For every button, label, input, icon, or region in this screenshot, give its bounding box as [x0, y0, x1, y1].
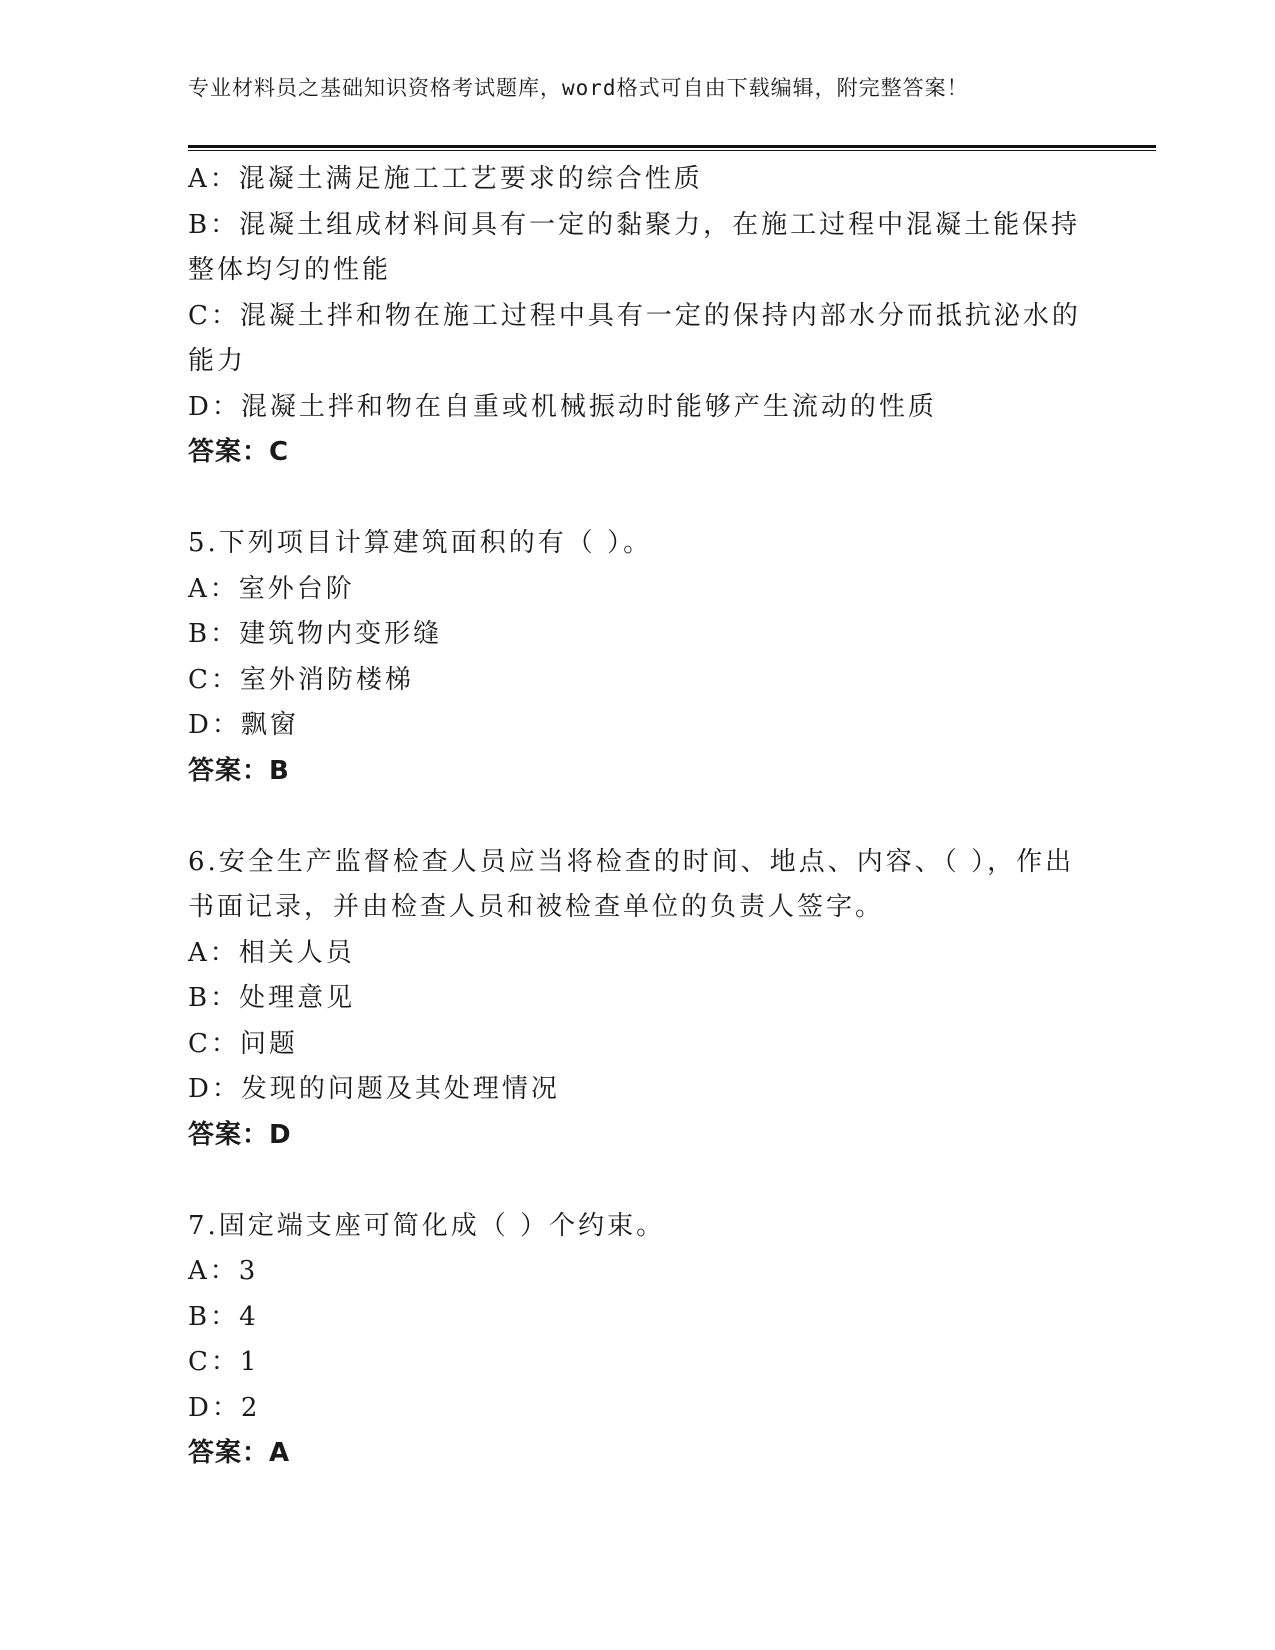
- question-6-option-c: C：问题: [188, 1028, 298, 1059]
- question-6: [188, 840, 1088, 1159]
- question-5-answer: 答案：B: [188, 755, 290, 786]
- header-divider-thick: [188, 145, 1156, 148]
- question-6-stem: 6.安全生产监督检查人员应当将检查的时间、地点、内容、（ ），作出书面记录，并由检查人员和被检查单位的负责人签字。: [188, 846, 1075, 922]
- question-list: [188, 157, 1088, 1477]
- question-7-stem: 7.固定端支座可简化成（ ）个约束。: [188, 1210, 666, 1241]
- page-header: 专业材料员之基础知识资格考试题库，word格式可自由下载编辑，附完整答案！: [188, 76, 969, 100]
- question-5: [188, 521, 1088, 794]
- question-4-answer: 答案：C: [188, 437, 290, 467]
- question-4-option-c: C：混凝土拌和物在施工过程中具有一定的保持内部水分而抵抗泌水的能力: [188, 300, 1081, 376]
- question-7-answer: 答案：A: [188, 1438, 291, 1468]
- question-6-answer: 答案：D: [188, 1119, 292, 1150]
- question-5-option-a: A：室外台阶: [188, 573, 355, 604]
- question-5-stem: 5.下列项目计算建筑面积的有（ ）。: [188, 528, 653, 558]
- question-7-option-c: C：1: [188, 1347, 260, 1377]
- spacer: [188, 476, 1088, 522]
- question-4: [188, 157, 1088, 476]
- question-5-option-d: D：飘窗: [188, 710, 299, 740]
- question-4-option-a: A：混凝土满足施工工艺要求的综合性质: [188, 164, 703, 194]
- question-7: [188, 1204, 1088, 1477]
- question-4-option-d: D：混凝土拌和物在自重或机械振动时能够产生流动的性质: [188, 391, 937, 422]
- spacer: [188, 1158, 1088, 1204]
- question-6-option-b: B：处理意见: [188, 983, 356, 1013]
- spacer: [188, 794, 1088, 840]
- header-divider-thin: [188, 150, 1156, 151]
- question-6-option-d: D：发现的问题及其处理情况: [188, 1074, 560, 1104]
- question-5-option-c: C：室外消防楼梯: [188, 664, 414, 695]
- question-7-option-b: B：4: [188, 1301, 259, 1332]
- question-4-option-b: B：混凝土组成材料间具有一定的黏聚力，在施工过程中混凝土能保持整体均匀的性能: [188, 209, 1081, 285]
- question-5-option-b: B：建筑物内变形缝: [188, 619, 443, 649]
- question-7-option-d: D：2: [188, 1392, 261, 1423]
- question-6-option-a: A：相关人员: [188, 937, 355, 968]
- question-7-option-a: A：3: [188, 1256, 259, 1286]
